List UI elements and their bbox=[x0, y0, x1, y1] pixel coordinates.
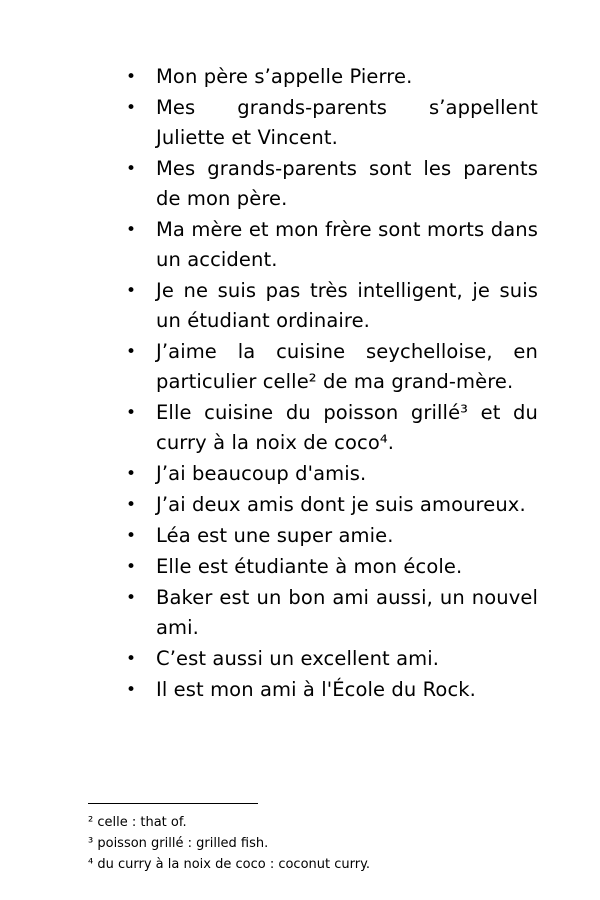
list-item-text: • J’ai beaucoup d'amis. bbox=[156, 462, 367, 485]
list-item bbox=[118, 552, 538, 582]
list-item bbox=[118, 459, 538, 489]
list-item-text: • J’ai deux amis dont je suis amoureux. bbox=[156, 493, 526, 516]
footnote-marker: ⁴ bbox=[88, 857, 94, 872]
list-item-text: • J’aime la cuisine seychelloise, en particulier celle² de ma grand-mère. bbox=[156, 340, 538, 393]
list-item-text: • Elle est étudiante à mon école. bbox=[156, 555, 463, 578]
bullet-list bbox=[118, 62, 538, 706]
footnote-marker: ² bbox=[88, 815, 94, 830]
list-item-text: • Léa est une super amie. bbox=[156, 524, 394, 547]
list-item bbox=[118, 337, 538, 397]
list-item bbox=[118, 521, 538, 551]
footnote bbox=[88, 812, 528, 833]
list-item bbox=[118, 93, 538, 153]
footnote-separator bbox=[88, 803, 258, 804]
list-item-text: • Mes grands-parents sont les parents de mon père. bbox=[156, 157, 538, 210]
list-item-text: • Mes grands-parents s’appellent Juliette et Vincent. bbox=[156, 96, 538, 149]
list-item bbox=[118, 62, 538, 92]
list-item bbox=[118, 583, 538, 643]
list-item-text: • Il est mon ami à l'École du Rock. bbox=[156, 678, 476, 701]
list-item bbox=[118, 644, 538, 674]
list-item-text: • Je ne suis pas très intelligent, je suis un étudiant ordinaire. bbox=[156, 279, 538, 332]
list-item bbox=[118, 398, 538, 458]
list-item-text: • Ma mère et mon frère sont morts dans un accident. bbox=[156, 218, 538, 271]
footnote-text: du curry à la noix de coco : coconut curry. bbox=[97, 857, 371, 872]
list-item bbox=[118, 675, 538, 705]
footnote-area bbox=[88, 812, 528, 875]
list-item-text: • C’est aussi un excellent ami. bbox=[156, 647, 440, 670]
list-item bbox=[118, 490, 538, 520]
footnote-marker: ³ bbox=[88, 836, 94, 851]
list-item-text: • Baker est un bon ami aussi, un nouvel ami. bbox=[156, 586, 538, 639]
list-item bbox=[118, 276, 538, 336]
footnote-text: celle : that of. bbox=[97, 815, 187, 830]
list-item bbox=[118, 154, 538, 214]
footnote bbox=[88, 833, 528, 854]
footnote bbox=[88, 854, 528, 875]
list-item bbox=[118, 215, 538, 275]
list-item-text: • Elle cuisine du poisson grillé³ et du curry à la noix de coco⁴. bbox=[156, 401, 538, 454]
list-item-text: • Mon père s’appelle Pierre. bbox=[156, 65, 413, 88]
footnote-text: poisson grillé : grilled fish. bbox=[97, 836, 269, 851]
